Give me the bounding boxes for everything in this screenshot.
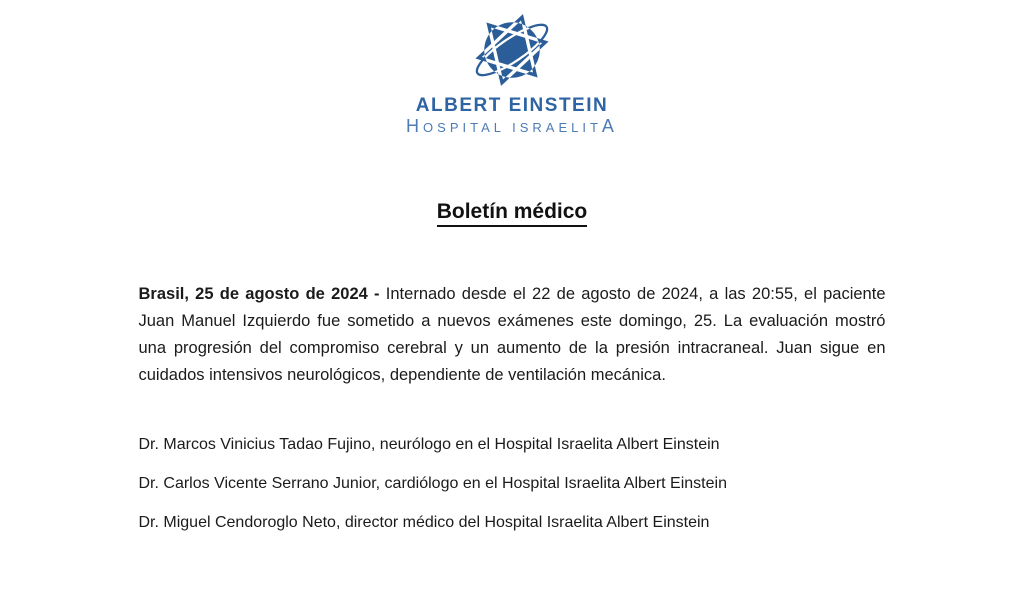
medical-bulletin-document [139,0,886,532]
hospital-name-primary: ALBERT EINSTEIN [415,95,609,116]
bulletin-paragraph [139,281,886,389]
signature-line: Dr. Carlos Vicente Serrano Junior, cardiólogo en el Hospital Israelita Albert Einstein [138,475,727,492]
bulletin-body-text: Internado desde el 22 de agosto de 2024, a las 20:55, el paciente Juan Manuel Izquierdo fue sometido a nuevos exámenes este domingo, 25. La evaluación mostró una progresión del compromiso cerebral y un aumento de la presión intracraneal. Juan sigue en cuidados intensivos neurológicos, dependiente de ventilación mecánica. [138,285,886,384]
signature-line: Dr. Marcos Vinicius Tadao Fujino, neurólogo en el Hospital Israelita Albert Einstein [138,436,720,453]
hospital-logo [139,13,886,137]
bulletin-dateline: Brasil, 25 de agosto de 2024 - [138,285,386,303]
signature-list [139,435,886,532]
hospital-name-secondary-first-letter: H [406,116,424,136]
bulletin-title-text: Boletín médico [437,200,588,227]
hospital-name-secondary [139,117,886,137]
hospital-name-secondary-middle: OSPITAL ISRAELIT [423,120,602,135]
bulletin-title [139,199,886,225]
star-of-david-atom-icon [475,13,549,87]
signature-line: Dr. Miguel Cendoroglo Neto, director médico del Hospital Israelita Albert Einstein [138,514,710,531]
hospital-name-secondary-last-letter: A [601,116,618,136]
